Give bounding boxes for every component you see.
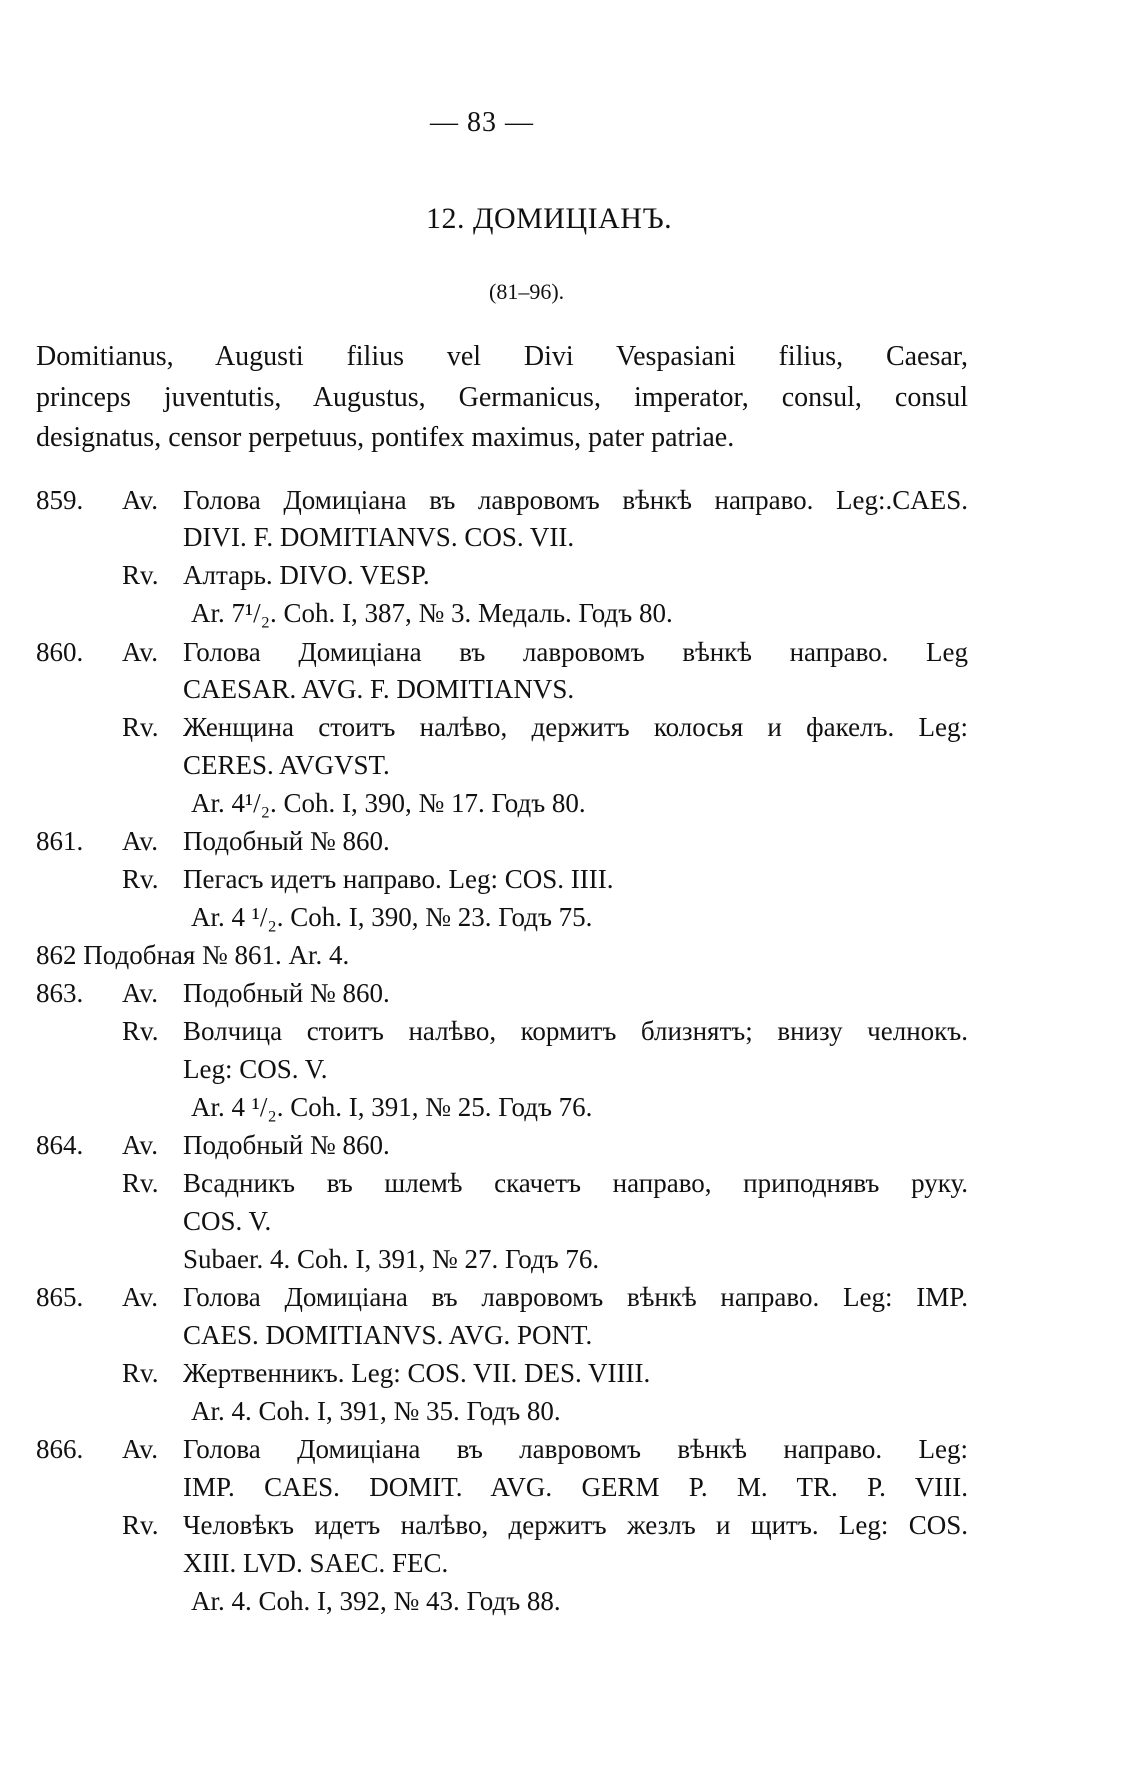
- reverse-legend: CERES. AVGVST.: [183, 750, 390, 780]
- reverse-description: Всадникъ въ шлемѣ скачетъ направо, приподнявъ руку.: [183, 1168, 968, 1198]
- reference-line: Subaer. 4. Coh. I, 391, № 27. Годъ 76.: [183, 1244, 600, 1274]
- obverse-description: Подобный № 860.: [183, 1130, 390, 1160]
- reverse-label: Rv.: [122, 864, 159, 894]
- intro-line: princeps juventutis, Augustus, Germanicus, imperator, consul, consul: [36, 382, 968, 413]
- obverse-description: Голова Домиціана въ лавровомъ вѣнкѣ направо. Leg:: [183, 1434, 968, 1464]
- obverse-label: Av.: [122, 826, 158, 856]
- reverse-label: Rv.: [122, 1168, 159, 1198]
- reverse-label: Rv.: [122, 1358, 159, 1388]
- entry-number: 859.: [36, 485, 84, 515]
- entry-number: 864.: [36, 1130, 84, 1160]
- obverse-legend: DIVI. F. DOMITIANVS. COS. VII.: [183, 522, 575, 552]
- reverse-description: Волчица стоитъ налѣво, кормитъ близнятъ; внизу челнокъ.: [183, 1016, 968, 1046]
- entry-number: 865.: [36, 1282, 84, 1312]
- obverse-label: Av.: [122, 485, 158, 515]
- catalog-entry-862: 862 Подобная № 861. Ar. 4.: [36, 940, 350, 970]
- section-dates: (81–96).: [489, 279, 565, 304]
- reference-line: Ar. 4 ¹/₂. Coh. I, 391, № 25. Годъ 76.: [191, 1092, 593, 1122]
- intro-line: Domitianus, Augusti filius vel Divi Vespasiani filius, Caesar,: [36, 341, 968, 372]
- reference-line: Ar. 4¹/₂. Coh. I, 390, № 17. Годъ 80.: [191, 788, 586, 818]
- reference-line: Ar. 4. Coh. I, 392, № 43. Годъ 88.: [191, 1586, 561, 1616]
- reverse-label: Rv.: [122, 1510, 159, 1540]
- obverse-label: Av.: [122, 637, 158, 667]
- entry-number: 866.: [36, 1434, 84, 1464]
- reverse-label: Rv.: [122, 560, 159, 590]
- obverse-label: Av.: [122, 1130, 158, 1160]
- page-number: — 83 —: [430, 107, 534, 138]
- obverse-label: Av.: [122, 1434, 158, 1464]
- reverse-label: Rv.: [122, 712, 159, 742]
- section-title: 12. ДОМИЦІАНЪ.: [426, 202, 673, 235]
- obverse-label: Av.: [122, 978, 158, 1008]
- reverse-legend: XIII. LVD. SAEC. FEC.: [183, 1548, 449, 1578]
- reference-line: Ar. 7¹/₂. Coh. I, 387, № 3. Медаль. Годъ 80.: [191, 598, 673, 628]
- entry-number: 860.: [36, 637, 84, 667]
- reverse-description: Жертвенникъ. Leg: COS. VII. DES. VIIII.: [183, 1358, 651, 1388]
- reference-line: Ar. 4. Coh. I, 391, № 35. Годъ 80.: [191, 1396, 561, 1426]
- reverse-description: Пегасъ идетъ направо. Leg: COS. IIII.: [183, 864, 614, 894]
- obverse-description: Подобный № 860.: [183, 826, 390, 856]
- intro-line: designatus, censor perpetuus, pontifex maximus, pater patriae.: [36, 422, 735, 453]
- reverse-description: Человѣкъ идетъ налѣво, держитъ жезлъ и щитъ. Leg: COS.: [183, 1510, 968, 1540]
- obverse-description: Подобный № 860.: [183, 978, 390, 1008]
- obverse-description: Голова Домиціана въ лавровомъ вѣнкѣ направо. Leg: [183, 637, 968, 667]
- obverse-description: Голова Домиціана въ лавровомъ вѣнкѣ направо. Leg:.CAES.: [183, 485, 968, 515]
- entry-number: 863.: [36, 978, 84, 1008]
- obverse-description: Голова Домиціана въ лавровомъ вѣнкѣ направо. Leg: IMP.: [183, 1282, 968, 1312]
- obverse-legend: CAESAR. AVG. F. DOMITIANVS.: [183, 674, 575, 704]
- obverse-legend: CAES. DOMITIANVS. AVG. PONT.: [183, 1320, 593, 1350]
- reverse-legend: COS. V.: [183, 1206, 272, 1236]
- obverse-legend: IMP. CAES. DOMIT. AVG. GERM P. M. TR. P. VIII.: [183, 1472, 968, 1502]
- obverse-label: Av.: [122, 1282, 158, 1312]
- reference-line: Ar. 4 ¹/₂. Coh. I, 390, № 23. Годъ 75.: [191, 902, 593, 932]
- entry-number: 861.: [36, 826, 84, 856]
- reverse-label: Rv.: [122, 1016, 159, 1046]
- reverse-description: Алтарь. DIVO. VESP.: [183, 560, 430, 590]
- reverse-description: Женщина стоитъ налѣво, держитъ колосья и факелъ. Leg:: [183, 712, 968, 742]
- reverse-legend: Leg: COS. V.: [183, 1054, 328, 1084]
